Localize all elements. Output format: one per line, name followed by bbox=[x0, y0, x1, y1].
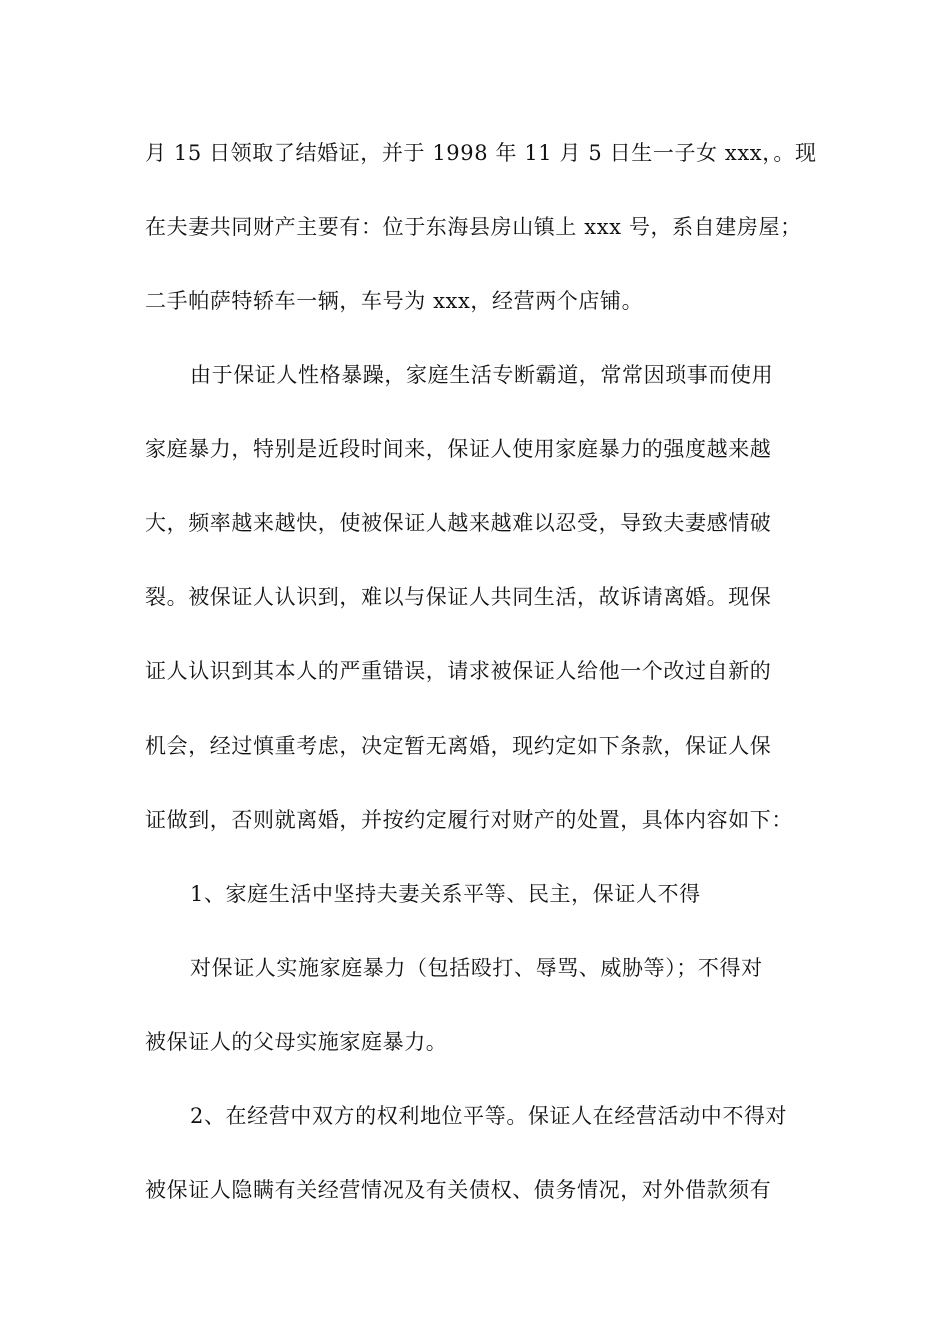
text-line-12: 对保证人实施家庭暴力（包括殴打、辱骂、威胁等）；不得对 bbox=[190, 956, 763, 980]
text-line-10: 证做到，否则就离婚，并按约定履行对财产的处置，具体内容如下： bbox=[145, 808, 793, 832]
text-line-3: 二手帕萨特轿车一辆，车号为 xxx，经营两个店铺。 bbox=[145, 289, 644, 313]
text-line-9: 机会，经过慎重考虑，决定暂无离婚，现约定如下条款，保证人保 bbox=[145, 734, 772, 758]
text-line-14: 2、在经营中双方的权利地位平等。保证人在经营活动中不得对 bbox=[190, 1104, 788, 1128]
text-line-11: 1、家庭生活中坚持夫妻关系平等、民主，保证人不得 bbox=[190, 882, 701, 906]
text-line-1: 月 15 日领取了结婚证，并于 1998 年 11 月 5 日生一子女 xxx，。现 bbox=[145, 141, 817, 165]
text-line-6: 大，频率越来越快，使被保证人越来越难以忍受，导致夫妻感情破 bbox=[145, 511, 772, 535]
text-line-7: 裂。被保证人认识到，难以与保证人共同生活，故诉请离婚。现保 bbox=[145, 585, 772, 609]
text-line-5: 家庭暴力，特别是近段时间来，保证人使用家庭暴力的强度越来越 bbox=[145, 437, 772, 461]
text-line-13: 被保证人的父母实施家庭暴力。 bbox=[145, 1030, 448, 1054]
text-line-15: 被保证人隐瞒有关经营情况及有关债权、债务情况，对外借款须有 bbox=[145, 1178, 772, 1202]
text-line-4: 由于保证人性格暴躁，家庭生活专断霸道，常常因琐事而使用 bbox=[190, 363, 774, 387]
text-line-2: 在夫妻共同财产主要有：位于东海县房山镇上 xxx 号，系自建房屋； bbox=[145, 215, 802, 239]
text-line-8: 证人认识到其本人的严重错误，请求被保证人给他一个改过自新的 bbox=[145, 659, 772, 683]
